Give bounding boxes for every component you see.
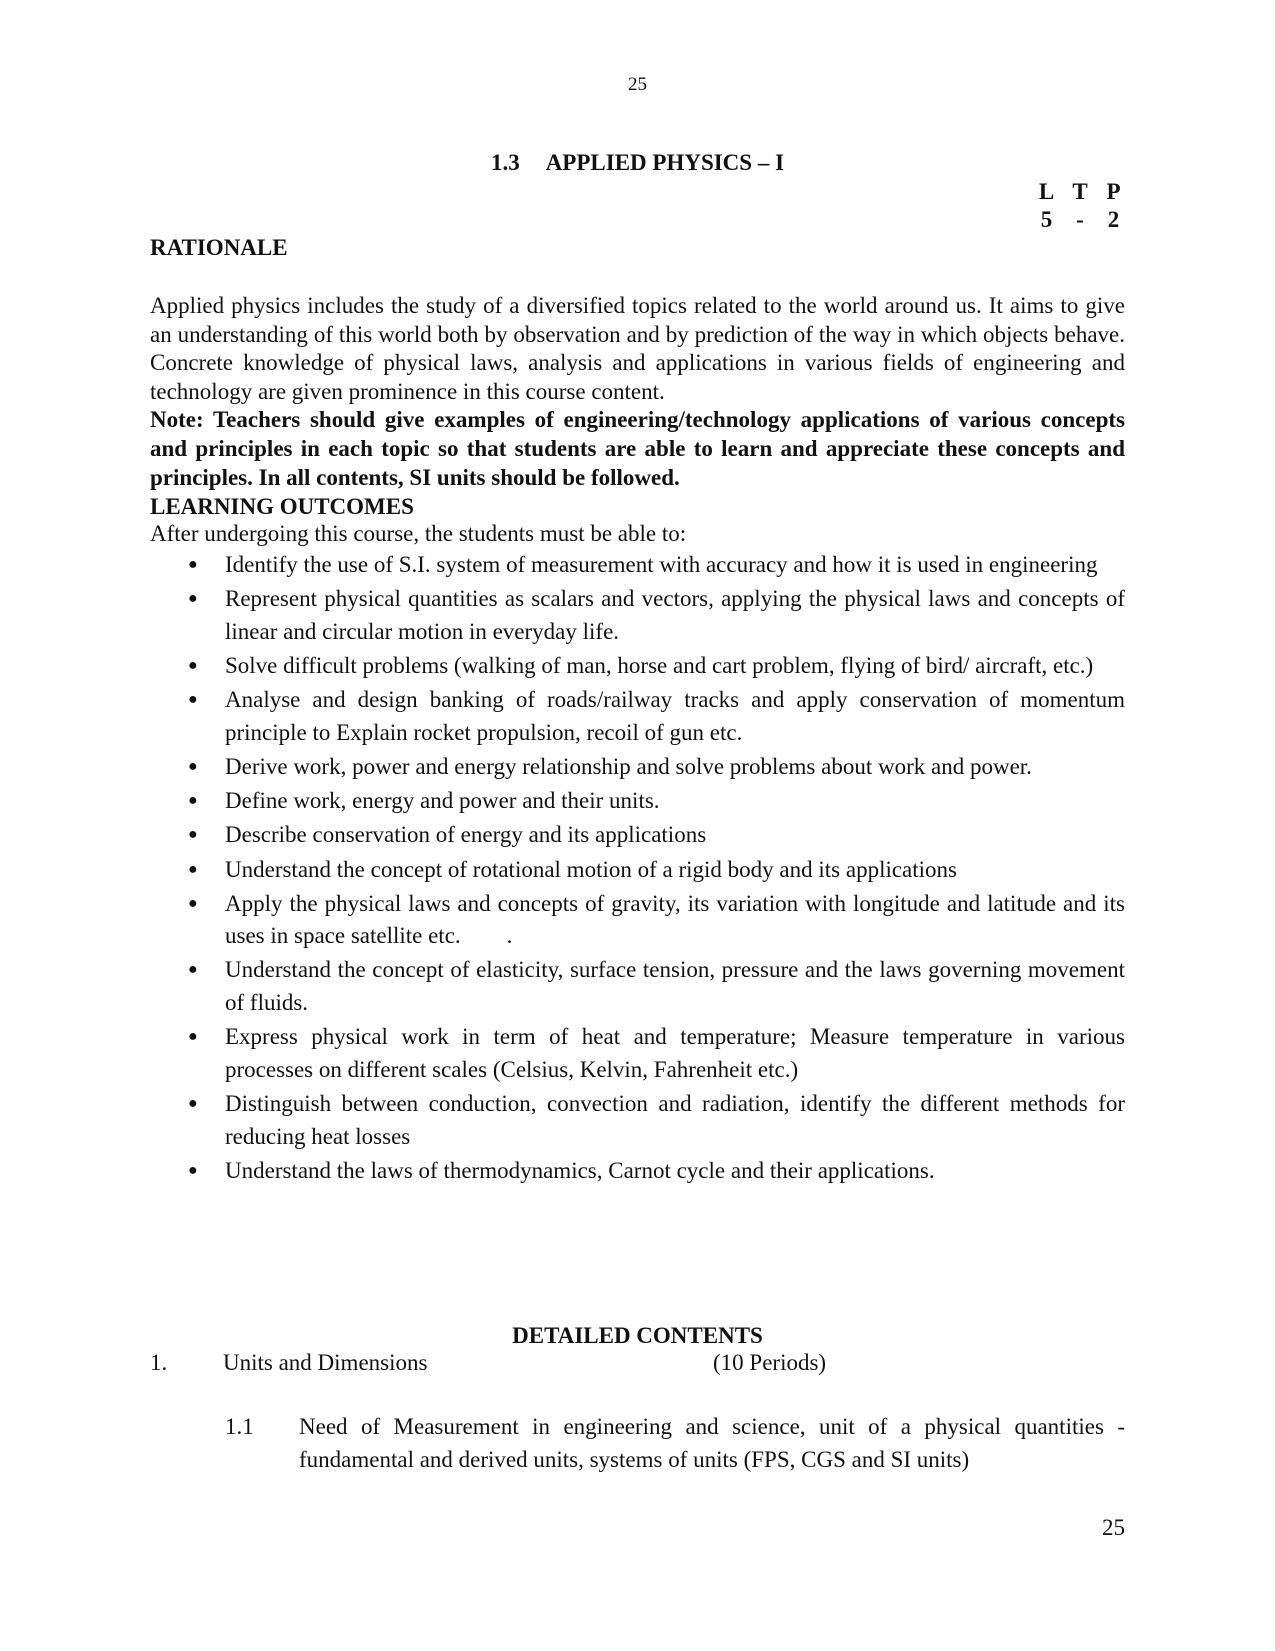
rationale-paragraph: Applied physics includes the study of a diversified topics related to the world around us. It aims to give an understanding of this world both by observation and by prediction of the way in which objects behave. Concrete knowledge of physical laws, analysis and applications in various fields of engineering and technology are given prominence in this course content. (150, 293, 1125, 404)
bullet-icon: ● (188, 1161, 198, 1179)
ltp-value-row (1030, 206, 1130, 234)
list-item (188, 751, 1125, 784)
list-item (188, 549, 1125, 582)
bullet-icon: ● (188, 556, 198, 573)
unit-number: 1. (150, 1350, 168, 1375)
bullet-icon: ● (188, 590, 198, 608)
outcome-text: Represent physical quantities as scalars and vectors, applying the physical laws and concepts of linear and circular motion in everyday life. (225, 586, 1125, 644)
sub-item-number: 1.1 (225, 1414, 254, 1439)
bullet-icon: ● (188, 860, 198, 878)
rationale-heading: RATIONALE (150, 235, 288, 260)
unit-name: Units and Dimensions (223, 1350, 428, 1375)
outcome-text: Express physical work in term of heat and temperature; Measure temperature in various processes on different scales (Celsius, Kelvin, Fahrenheit etc.) (225, 1024, 1125, 1082)
ltp-header-t: T (1072, 179, 1088, 204)
detailed-contents-heading: DETAILED CONTENTS (512, 1323, 763, 1348)
rationale-note: Note: Teachers should give examples of engineering/technology applications of various concepts and principles in each topic so that students are able to learn and appreciate these concepts and principles. In all contents, SI units should be followed. (150, 407, 1125, 490)
list-item (188, 583, 1125, 648)
list-item (188, 1155, 1125, 1188)
outcome-text: Understand the concept of elasticity, surface tension, pressure and the laws governing movement of fluids. (225, 957, 1125, 1016)
bullet-icon: ● (188, 757, 198, 775)
bullet-icon: ● (188, 1028, 198, 1046)
list-item (188, 684, 1125, 749)
bullet-icon: ● (188, 656, 198, 674)
list-item (188, 1088, 1125, 1153)
bullet-icon: ● (188, 691, 198, 709)
ltp-table (1030, 178, 1130, 234)
outcome-text: Solve difficult problems (walking of man, horse and cart problem, flying of bird/ aircraft, etc.) (225, 652, 1094, 678)
outcome-text: Derive work, power and energy relationship and solve problems about work and power. (225, 753, 1032, 779)
page-number-bottom: 25 (1102, 1515, 1125, 1540)
sub-item (225, 1411, 1125, 1476)
outcome-text: Understand the concept of rotational motion of a rigid body and its applications (225, 856, 957, 882)
learning-outcomes-list (188, 549, 1131, 1189)
page-number-top: 25 (628, 74, 647, 95)
ltp-header-row (1030, 178, 1130, 206)
bullet-icon: ● (188, 1095, 198, 1113)
bullet-icon: ● (188, 792, 198, 810)
list-item (188, 1021, 1125, 1086)
ltp-header-l: L (1038, 179, 1055, 204)
ltp-header-p: P (1106, 179, 1121, 204)
learning-outcomes-heading: LEARNING OUTCOMES (150, 494, 414, 519)
course-title-text: APPLIED PHYSICS – I (545, 150, 785, 175)
outcome-text: Define work, energy and power and their units. (225, 788, 660, 814)
list-item (188, 650, 1125, 683)
ltp-value-t: - (1076, 207, 1084, 232)
ltp-value-l: 5 (1040, 207, 1053, 232)
bullet-icon: ● (188, 961, 198, 979)
sub-item-text: Need of Measurement in engineering and science, unit of a physical quantities - fundamental and derived units, systems of units (FPS, CGS and SI units) (299, 1414, 1125, 1472)
list-item (188, 819, 1125, 852)
learning-outcomes-intro: After undergoing this course, the students must be able to: (150, 521, 687, 546)
outcome-text: Understand the laws of thermodynamics, Carnot cycle and their applications. (225, 1157, 935, 1183)
course-number: 1.3 (490, 150, 520, 175)
bullet-icon: ● (188, 894, 198, 912)
list-item (188, 888, 1131, 953)
outcome-text: Identify the use of S.I. system of measurement with accuracy and how it is used in engineering (225, 552, 1098, 577)
ltp-value-p: 2 (1107, 207, 1120, 232)
outcome-text: Apply the physical laws and concepts of gravity, its variation with longitude and latitude and its uses in space satellite etc. . (225, 890, 1131, 949)
list-item (188, 954, 1125, 1019)
rationale-section (150, 292, 1125, 492)
list-item (188, 854, 1125, 887)
outcome-text: Describe conservation of energy and its applications (225, 822, 707, 848)
unit-periods: (10 Periods) (713, 1350, 827, 1375)
course-title (0, 150, 1275, 176)
list-item (188, 785, 1125, 818)
bullet-icon: ● (188, 826, 198, 844)
outcome-text: Distinguish between conduction, convection and radiation, identify the different methods for reducing heat losses (225, 1091, 1125, 1149)
outcome-text: Analyse and design banking of roads/railway tracks and apply conservation of momentum principle to Explain rocket propulsion, recoil of gun etc. (225, 687, 1125, 745)
